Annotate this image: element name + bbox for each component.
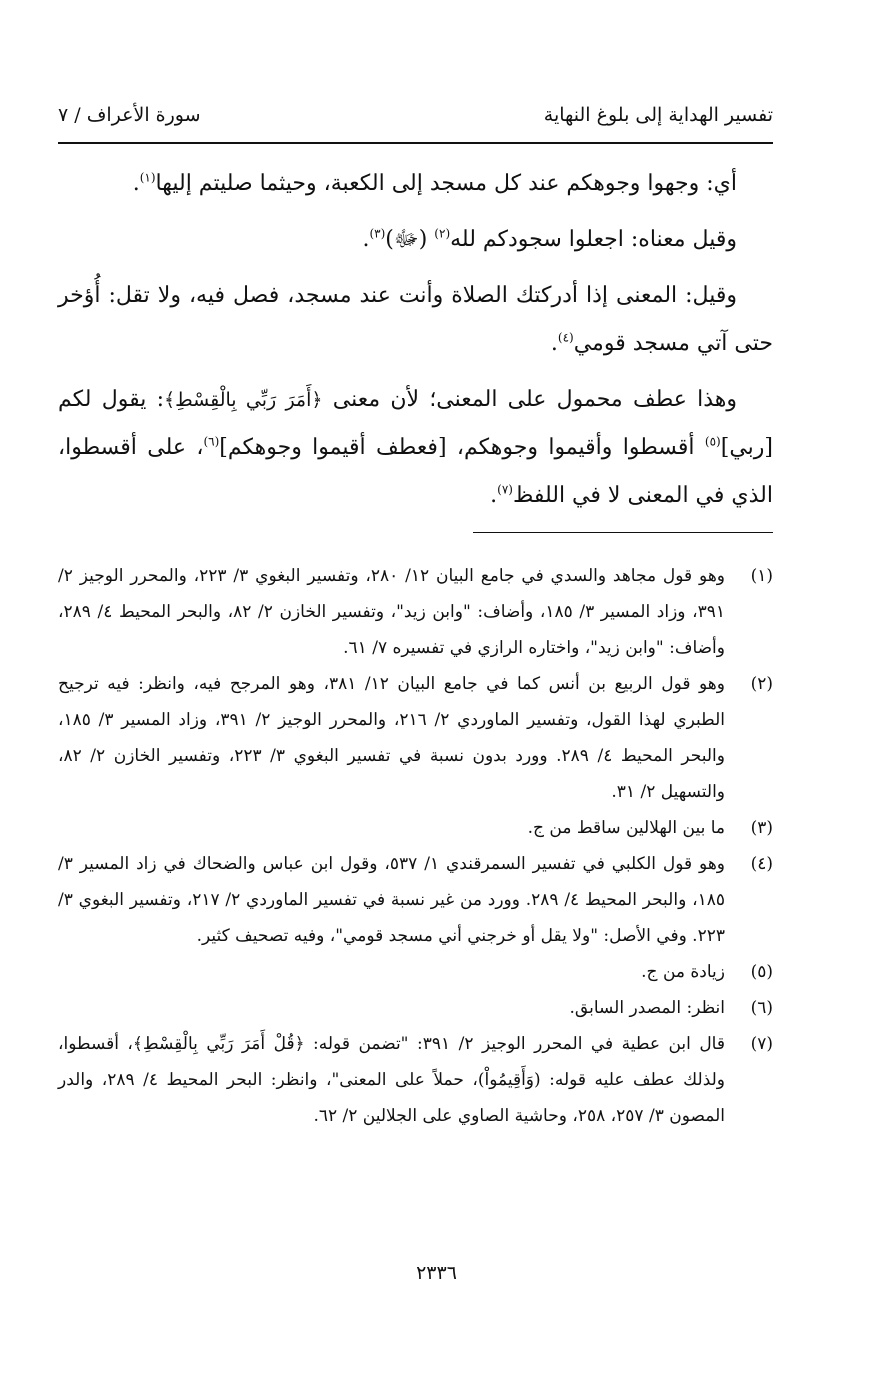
main-text	[58, 160, 773, 528]
paragraph-3: وقيل: المعنى إذا أدركتك الصلاة وأنت عند مسجد، فصل فيه، ولا تقل: أُؤخر حتى آتي مسجد قومي$^{(٤)}$.	[58, 283, 773, 356]
footnote-divider	[473, 532, 773, 533]
footnote-item	[58, 810, 773, 846]
quran-quote: ﴿أَمَرَ رَبِّي بِالْقِسْطِ﴾	[163, 389, 323, 411]
footnote-ref-4[interactable]: (٤)	[557, 330, 574, 345]
page-number: ٢٣٣٦	[416, 1262, 457, 1284]
footnote-item	[58, 954, 773, 990]
footnote-item	[58, 990, 773, 1026]
footnote-number: (١)	[750, 566, 773, 586]
footnote-number: (٣)	[750, 818, 773, 838]
running-header	[58, 98, 773, 134]
footnote-ref-3[interactable]: (٣)	[369, 226, 386, 241]
footnote-number: (٢)	[750, 674, 773, 694]
footnote-item	[58, 666, 773, 810]
footnote-text: زيادة من ج.	[641, 962, 725, 982]
footnote-number: (٧)	[750, 1034, 773, 1054]
footnotes	[58, 558, 773, 1134]
footnote-ref-6[interactable]: (٦)	[203, 434, 220, 449]
footnote-number: (٤)	[750, 854, 773, 874]
footnote-text: قال ابن عطية في المحرر الوجيز ٢/ ٣٩١: "تضمن قوله: ﴿قُلْ أَمَرَ رَبِّي بِالْقِسْطِ﴾، أقسطوا، ولذلك عطف عليه قوله: (وَأَقِيمُواْ)، حملاً على المعنى"، وانظر: البحر المحيط ٤/ ٢٨٩، والدر المصون ٣/ ٢٥٧، ٢٥٨، وحاشية الصاوي على الجلالين ٢/ ٦٢.	[58, 1034, 726, 1126]
footnote-item	[58, 558, 773, 666]
footnote-number: (٦)	[750, 998, 773, 1018]
footnote-ref-1[interactable]: (١)	[139, 170, 156, 185]
footnote-item	[58, 1026, 773, 1134]
footnote-text: انظر: المصدر السابق.	[569, 998, 725, 1018]
surah-label: سورة الأعراف / ٧	[58, 104, 201, 126]
footnote-ref-5[interactable]: (٥)	[704, 434, 721, 449]
footnote-item	[58, 846, 773, 954]
footnote-text: ما بين الهلالين ساقط من ج.	[527, 818, 725, 838]
header-divider	[58, 142, 773, 144]
footnote-text: وهو قول الربيع بن أنس كما في جامع البيان ١٢/ ٣٨١، وهو المرجح فيه، وانظر: فيه ترجيح الطبري لهذا القول، وتفسير الماوردي ٢/ ٢١٦، والمحرر الوجيز ٢/ ٣٩١، وزاد المسير ٣/ ١٨٥، والبحر المحيط ٤/ ٢٨٩. وورد بدون نسبة في تفسير البغوي ٣/ ٢٢٣، وتفسير الخازن ٢/ ٨٢، والتسهيل ٢/ ٣١.	[58, 674, 725, 802]
paragraph-2: وقيل معناه: اجعلوا سجودكم لله$^{(٢)}$ (ﷻ)$^{(٣)}$.	[362, 226, 737, 252]
paragraph-1: أي: وجهوا وجوهكم عند كل مسجد إلى الكعبة، وحيثما صليتم إليها$^{(١)}$.	[132, 170, 737, 196]
footnote-text: وهو قول الكلبي في تفسير السمرقندي ١/ ٥٣٧، وقول ابن عباس والضحاك في زاد المسير ٣/ ١٨٥، والبحر المحيط ٤/ ٢٨٩. وورد من غير نسبة في تفسير الماوردي ٢/ ٢١٧، وتفسير البغوي ٣/ ٢٢٣. وفي الأصل: "ولا يقل أو خرجني أني مسجد قومي"، وفيه تصحيف كثير.	[58, 854, 725, 946]
footnote-text: وهو قول مجاهد والسدي في جامع البيان ١٢/ ٢٨٠، وتفسير البغوي ٣/ ٢٢٣، والمحرر الوجيز ٢/ ٣٩١، وزاد المسير ٣/ ١٨٥، وأضاف: "وابن زيد"، وتفسير الخازن ٢/ ٨٢، والبحر المحيط ٤/ ٢٨٩، وأضاف: "وابن زيد"، واختاره الرازي في تفسيره ٧/ ٦١.	[58, 566, 725, 658]
footnote-ref-2[interactable]: (٢)	[434, 226, 451, 241]
book-title: تفسير الهداية إلى بلوغ النهاية	[543, 104, 773, 126]
footnote-number: (٥)	[750, 962, 773, 982]
footnote-ref-7[interactable]: (٧)	[497, 482, 513, 497]
honorific-glyph: (ﷻ)	[385, 227, 435, 252]
paragraph-4: وهذا عطف محمول على المعنى؛ لأن معنى ﴿أَمَرَ رَبِّي بِالْقِسْطِ﴾: يقول لكم [ربي]$^{(٥)}$ أقسطوا وأقيموا وجوهكم، [فعطف أقيموا وجوهكم]$^{(٦)}$، على أقسطوا، الذي في المعنى لا في اللفظ$^{(٧)}$.	[58, 387, 773, 508]
